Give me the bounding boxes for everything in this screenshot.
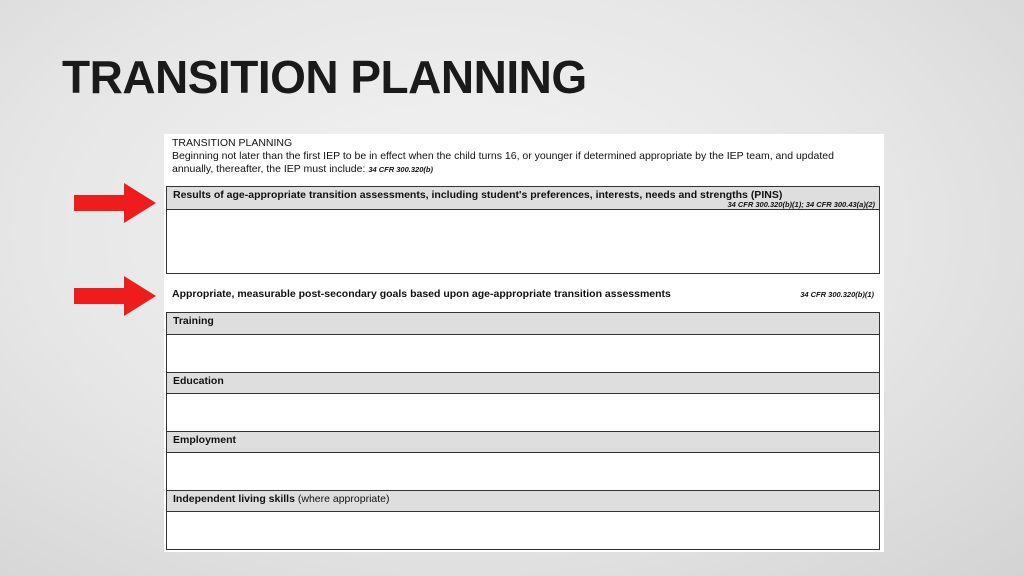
employment-entry-field[interactable] — [167, 453, 879, 490]
assessments-box — [166, 186, 880, 274]
assessments-entry-field[interactable] — [167, 210, 879, 273]
assessments-citation: 34 CFR 300.320(b)(1); 34 CFR 300.43(a)(2) — [727, 200, 875, 209]
red-arrow-icon — [74, 276, 156, 316]
goal-section-label: Training — [173, 315, 214, 327]
assessments-header — [167, 187, 879, 210]
form-heading: TRANSITION PLANNING — [172, 137, 293, 149]
goals-box — [166, 312, 880, 550]
form-intro — [172, 150, 878, 176]
form-intro-citation: 34 CFR 300.320(b) — [368, 164, 433, 174]
goals-label: Appropriate, measurable post-secondary goals based upon age-appropriate transition assessments — [172, 288, 671, 300]
goal-section-independent-living — [167, 490, 879, 549]
goal-section-education — [167, 372, 879, 431]
goal-section-training — [167, 313, 879, 372]
goal-section-label: Independent living skills — [173, 493, 295, 505]
goal-section-header — [167, 313, 879, 335]
form-intro-text: Beginning not later than the first IEP to be in effect when the child turns 16, or younger if determined appropriate by the IEP team, and updated annually, thereafter, the IEP must include: — [172, 150, 834, 175]
goal-section-label: Education — [173, 375, 224, 387]
goal-section-header — [167, 431, 879, 453]
independent-living-entry-field[interactable] — [167, 512, 879, 549]
education-entry-field[interactable] — [167, 394, 879, 431]
red-arrow-icon — [74, 183, 156, 223]
slide-title: TRANSITION PLANNING — [62, 51, 587, 103]
goal-section-note: (where appropriate) — [294, 493, 390, 505]
goal-section-label: Employment — [173, 434, 237, 446]
goals-citation: 34 CFR 300.320(b)(1) — [800, 290, 874, 299]
iep-form-document — [164, 134, 884, 552]
assessments-label: Results of age-appropriate transition assessments, including student's preferences, interests, needs and strengths (PINS) — [173, 189, 783, 201]
training-entry-field[interactable] — [167, 335, 879, 372]
goal-section-header — [167, 490, 879, 512]
goal-section-header — [167, 372, 879, 394]
goal-section-employment — [167, 431, 879, 490]
